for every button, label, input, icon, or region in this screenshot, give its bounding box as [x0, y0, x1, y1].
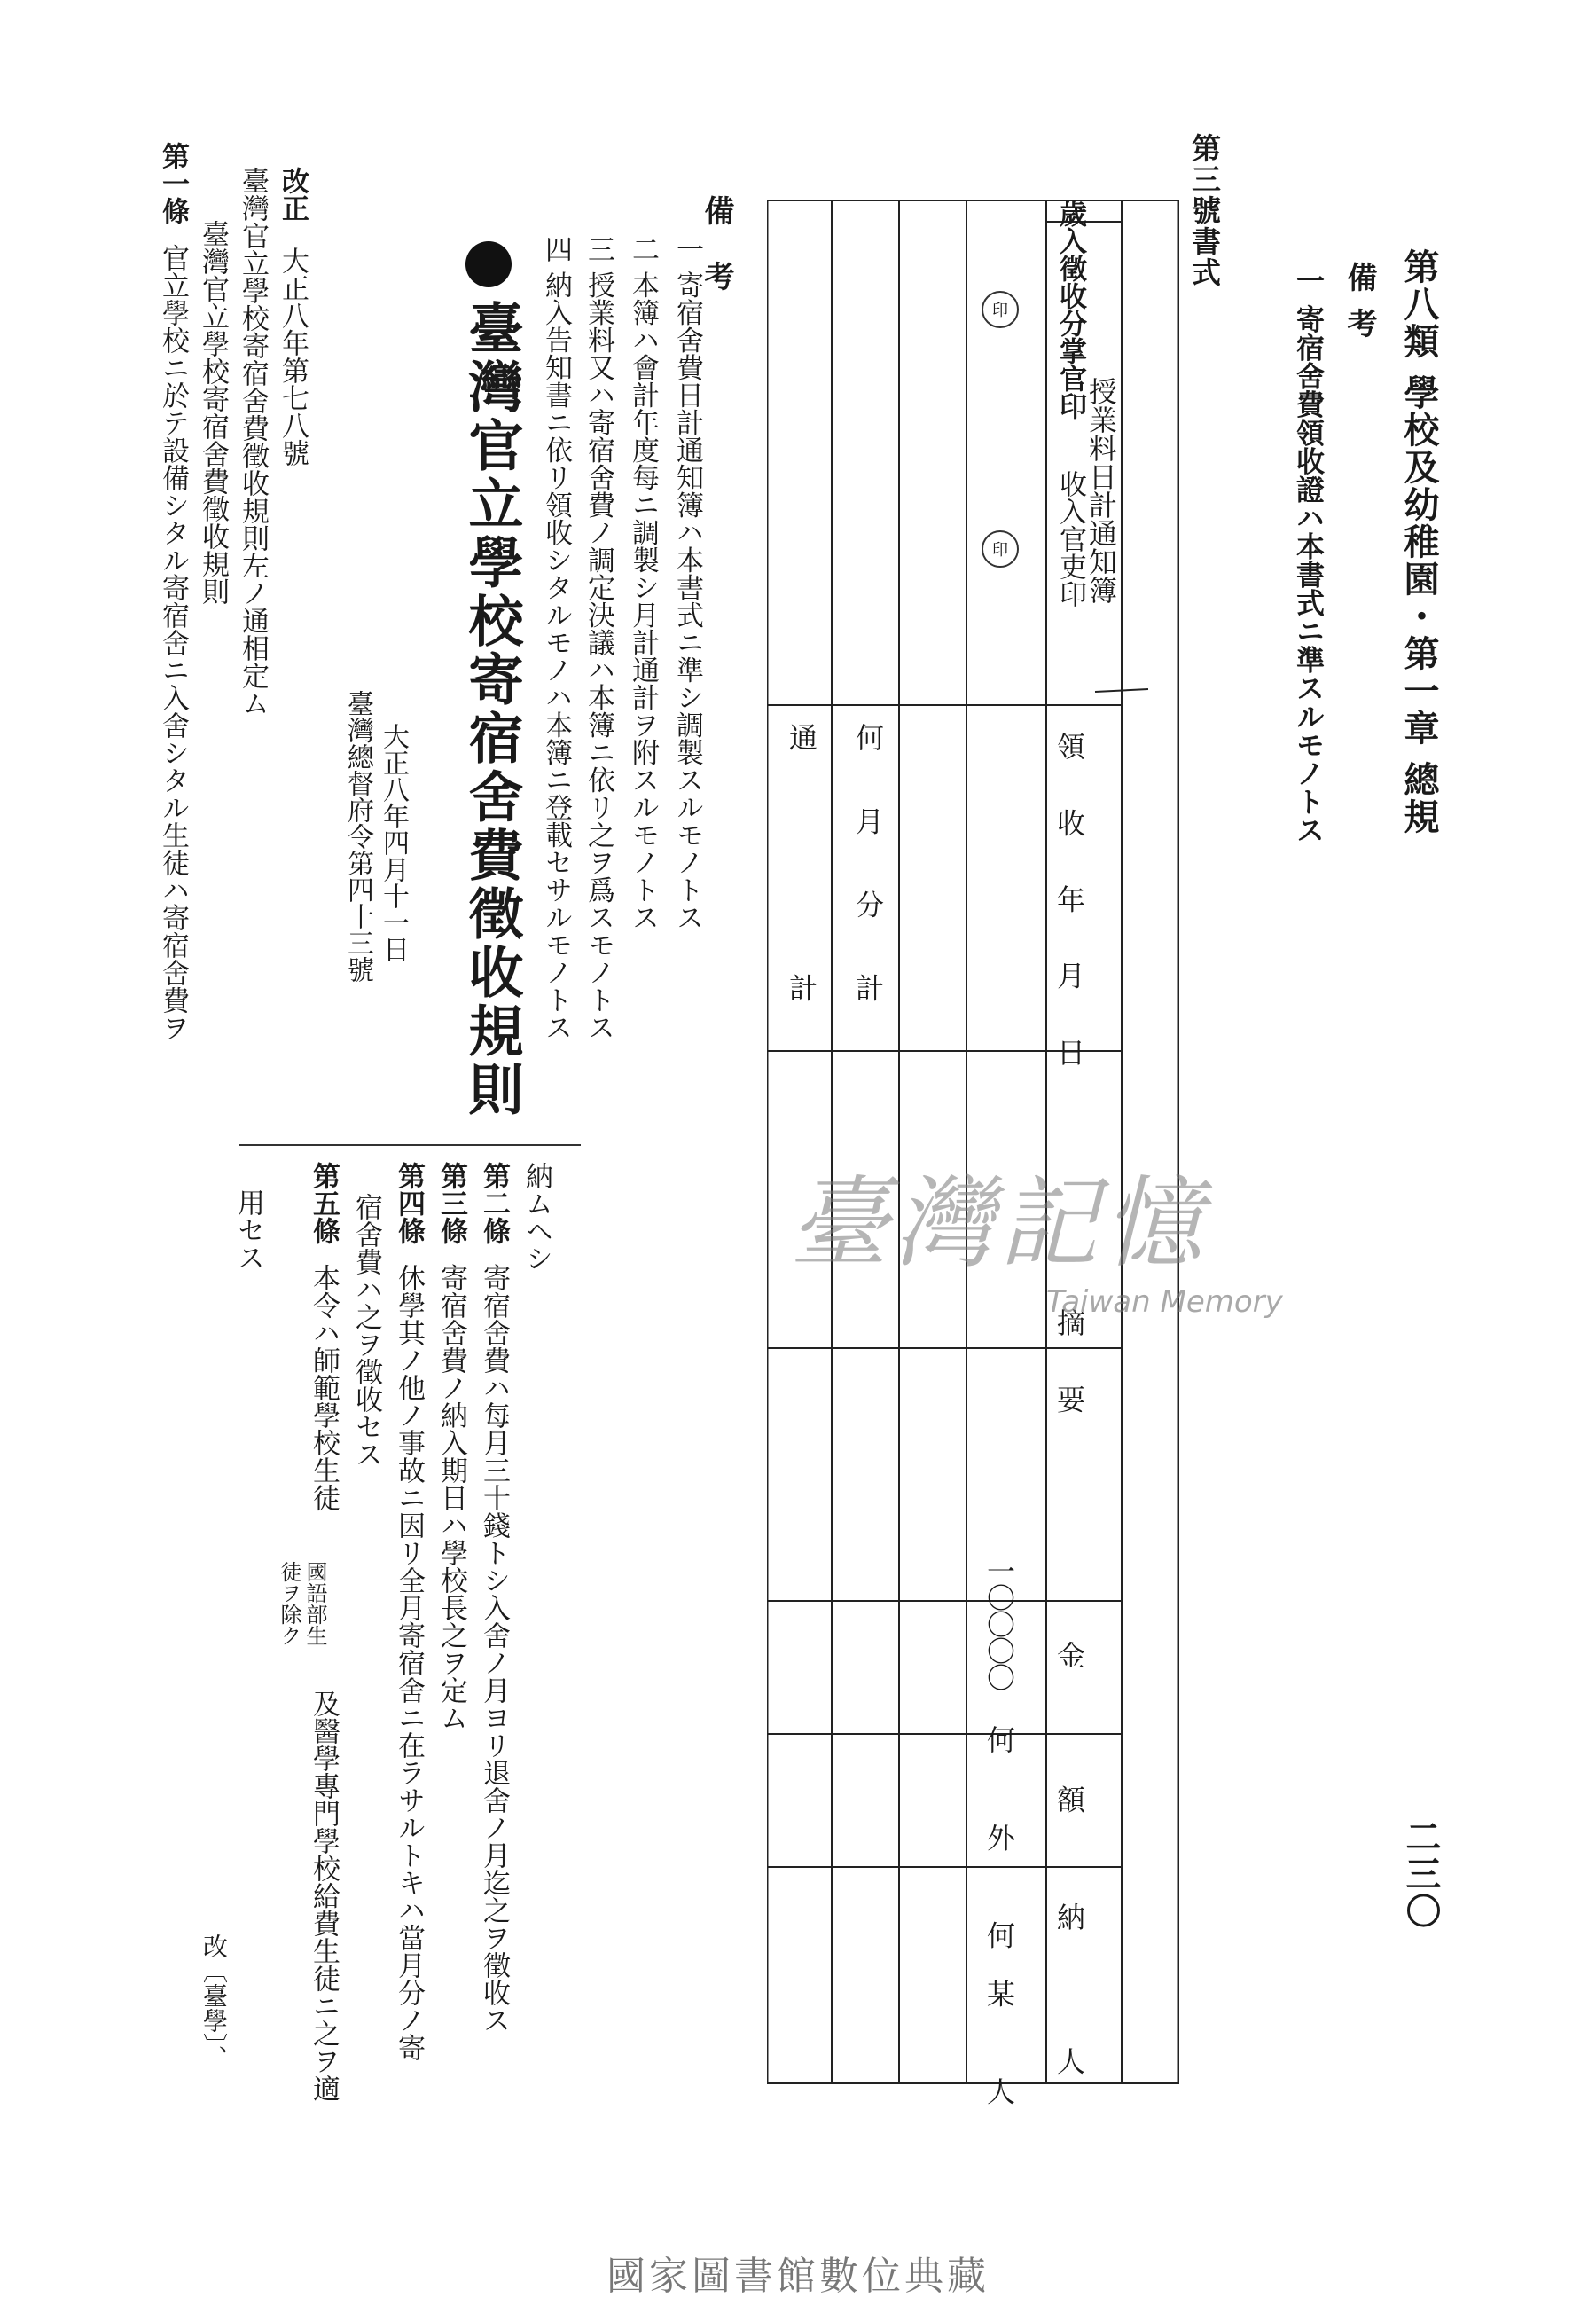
note-item: 一 寄宿舍費領收證ハ本書式ニ準スルモノトス	[1292, 266, 1326, 844]
regulation-date: 大正八年四月十一日	[378, 723, 409, 962]
article-1-label: 第一條	[157, 142, 189, 224]
title-bullet-icon	[466, 241, 512, 287]
article-5-label: 第五條	[308, 1162, 340, 1244]
remark-item: 一 寄宿舍費日計通知簿ハ本書式ニ準シ調製スルモノトス	[671, 235, 703, 931]
remark-item: 二 本簿ハ會計年度每ニ調製シ月計通計ヲ附スルモノトス	[627, 235, 659, 931]
column-payers: 納 人	[1052, 1902, 1086, 2129]
watermark-logo-text: Taiwan Memory	[1046, 1284, 1283, 1320]
article-1-text: 官立學校ニ於テ設備シタル寄宿舍ニ入舍シタル生徒ハ寄宿舍費ヲ	[157, 244, 189, 1041]
section-divider	[239, 1144, 581, 1146]
sample-payer-count: 何 外 何某 人	[982, 1725, 1016, 2136]
chapter-header: 第八類 學校及幼稚園・第一章 總規	[1398, 248, 1440, 835]
amend-label: 改正	[277, 167, 309, 222]
article-3-label: 第三條	[435, 1162, 467, 1244]
article-4-text: 休學其ノ他ノ事故ニ因リ全月寄宿舍ニ在ラサルトキハ當月分ノ寄	[393, 1264, 425, 2061]
row-month-total: 何 月 分 計	[851, 723, 885, 1025]
amend-number: 大正八年第七八號	[277, 247, 309, 467]
row-grand-total: 通 計	[785, 723, 818, 1109]
seal-stamp: 印	[982, 530, 1019, 568]
article-4-continuation: 宿舍費ハ之ヲ徵收セス	[350, 1193, 382, 1468]
form-book-title: 授業料日計通知簿	[1084, 377, 1118, 604]
article-3-text: 寄宿舍費ノ納入期日ハ學校長之ヲ定ム	[435, 1264, 467, 1731]
article-2-label: 第二條	[478, 1162, 510, 1244]
form-header-collector-seal: 歲入徵收分掌官印	[1054, 200, 1086, 420]
footer-library: 國家圖書館數位典藏	[606, 2254, 990, 2299]
article-2-text: 寄宿舍費ハ每月三十錢トシ入舍ノ月ヨリ退舍ノ月迄之ヲ徵收ス	[478, 1264, 510, 2034]
remarks-heading: 備考	[699, 195, 734, 326]
form-table	[767, 200, 1179, 2136]
column-summary: 摘 要	[1052, 1308, 1086, 1433]
article-5-text: 本令ハ師範學校生徒	[308, 1264, 340, 1511]
sample-amount: 一〇〇〇〇	[982, 1557, 1016, 1690]
article-5-text: 及醫學專門學校給費生徒ニ之ヲ適	[308, 1690, 340, 2102]
form-title: 第三號書式	[1187, 133, 1222, 288]
seal-stamp: 印	[982, 291, 1019, 328]
enact-text: 臺灣官立學校寄宿舍費徵收規則左ノ通相定ム	[237, 167, 269, 717]
article-5-parenthetical: 國語部生	[302, 1561, 327, 1646]
regulation-source: 臺灣總督府令第四十三號	[342, 690, 373, 983]
column-receipt-date: 領 收 年 月 日	[1052, 732, 1086, 1086]
form-header-receiver-seal: 收入官吏印	[1054, 470, 1086, 608]
watermark-logo: 臺灣記憶	[789, 1166, 1208, 1282]
article-1-continuation: 納ムヘシ	[520, 1162, 552, 1272]
article-5-parenthetical: 徒ヲ除ク	[277, 1561, 301, 1646]
remark-item: 四 納入告知書ニ依リ領收シタルモノハ本簿ニ登載セサルモノトス	[540, 235, 572, 1041]
regulation-title: 臺灣官立學校寄宿舍費徵收規則	[459, 300, 524, 1119]
article-4-label: 第四條	[393, 1162, 425, 1244]
column-amount: 金 額	[1052, 1641, 1086, 1867]
article-5-continuation: 用セス	[232, 1188, 264, 1271]
margin-note: 改〔臺學〕、	[200, 1933, 229, 2070]
enact-subtitle: 臺灣官立學校寄宿舍費徵收規則	[197, 220, 229, 605]
remark-item: 三 授業料又ハ寄宿舍費ノ調定決議ハ本簿ニ依リ之ヲ爲スモノトス	[583, 235, 614, 1041]
note-heading: 備考	[1342, 262, 1377, 354]
page-number: 二三〇	[1400, 1818, 1442, 1930]
